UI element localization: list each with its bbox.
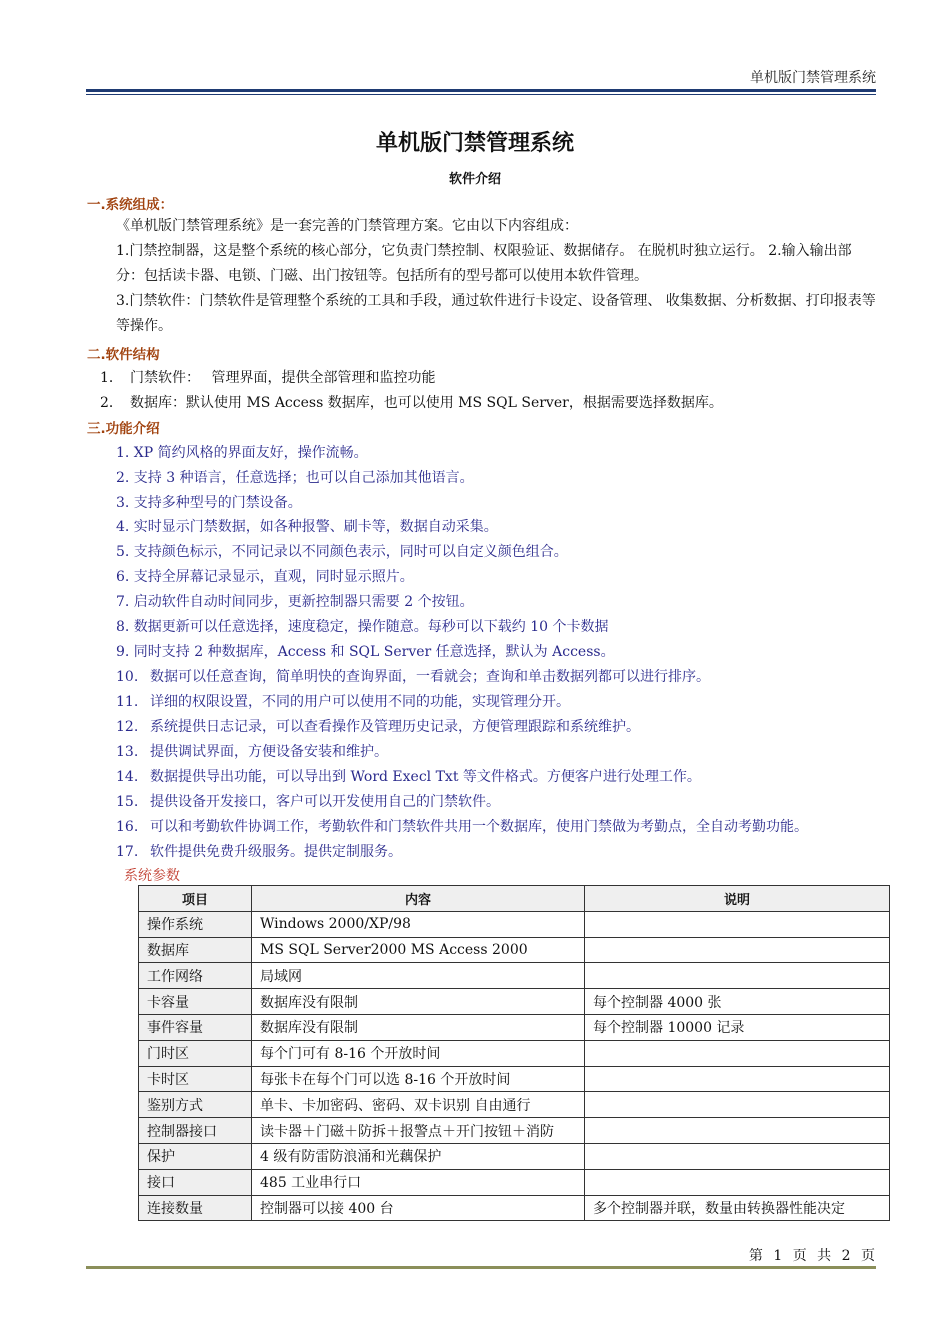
table-row <box>139 963 890 989</box>
structure-item <box>100 392 723 412</box>
table-row <box>139 1066 890 1092</box>
page-number: 第 1 页 共 2 页 <box>748 1248 876 1264</box>
feature-item-number: 14. <box>116 769 139 785</box>
param-item-cell: 控制器接口 <box>139 1118 252 1144</box>
feature-item <box>116 766 701 786</box>
param-note-cell <box>585 1118 890 1144</box>
param-note-cell: 每个控制器 4000 张 <box>585 989 890 1015</box>
feature-item-text: 提供设备开发接口，客户可以开发使用自己的门禁软件。 <box>150 794 500 810</box>
feature-item-text: 9. 同时支持 2 种数据库，Access 和 SQL Server 任意选择，默认为 Access。 <box>116 644 615 660</box>
feature-item <box>116 442 368 462</box>
param-content-cell: Windows 2000/XP/98 <box>252 911 585 937</box>
param-note-cell: 每个控制器 10000 记录 <box>585 1014 890 1040</box>
feature-item <box>116 492 302 512</box>
feature-item <box>116 516 498 536</box>
feature-item <box>116 467 474 487</box>
param-item-cell: 门时区 <box>139 1040 252 1066</box>
param-note-cell <box>585 963 890 989</box>
param-note-cell <box>585 1169 890 1195</box>
param-item-cell: 数据库 <box>139 937 252 963</box>
feature-item-text: 4. 实时显示门禁数据，如各种报警、刷卡等，数据自动采集。 <box>116 519 498 535</box>
table-row <box>139 1040 890 1066</box>
composition-item-3: 3.门禁软件：门禁软件是管理整个系统的工具和手段，通过软件进行卡设定、设备管理、 收集数据、分析数据、打印报表等等操作。 <box>116 293 876 334</box>
feature-item-number: 11. <box>116 694 139 710</box>
feature-item <box>116 716 640 736</box>
params-table-body <box>139 911 890 1221</box>
table-row <box>139 1092 890 1118</box>
param-item-cell: 操作系统 <box>139 911 252 937</box>
param-item-cell: 卡容量 <box>139 989 252 1015</box>
table-row <box>139 937 890 963</box>
feature-item-text: 8. 数据更新可以任意选择，速度稳定，操作随意。每秒可以下载约 10 个卡数据 <box>116 619 609 635</box>
param-item-cell: 事件容量 <box>139 1014 252 1040</box>
table-row <box>139 989 890 1015</box>
structure-item-text: 数据库：默认使用 MS Access 数据库，也可以使用 MS SQL Server，根据需要选择数据库。 <box>130 395 723 411</box>
param-content-cell: 数据库没有限制 <box>252 989 585 1015</box>
structure-item-text: 门禁软件： 管理界面，提供全部管理和监控功能 <box>130 370 436 386</box>
page-title: 单机版门禁管理系统 <box>375 131 574 156</box>
param-item-cell: 保护 <box>139 1143 252 1169</box>
feature-item <box>116 841 402 861</box>
feature-item <box>116 641 615 661</box>
param-note-cell <box>585 937 890 963</box>
feature-item-text: 数据可以任意查询，简单明快的查询界面，一看就会；查询和单击数据列都可以进行排序。 <box>150 669 710 685</box>
feature-item <box>116 566 414 586</box>
feature-item <box>116 791 500 811</box>
param-note-cell: 多个控制器并联，数量由转换器性能决定 <box>585 1195 890 1221</box>
feature-item-number: 15. <box>116 794 139 810</box>
header-rule-thin <box>86 94 876 95</box>
feature-item-text: 1. XP 简约风格的界面友好，操作流畅。 <box>116 445 368 461</box>
param-content-cell: 局域网 <box>252 963 585 989</box>
feature-item-text: 软件提供免费升级服务。提供定制服务。 <box>150 844 402 860</box>
feature-item <box>116 616 609 636</box>
params-header-content: 内容 <box>252 886 585 912</box>
feature-item <box>116 666 710 686</box>
feature-item-number: 16. <box>116 819 139 835</box>
feature-item-text: 6. 支持全屏幕记录显示，直观，同时显示照片。 <box>116 569 414 585</box>
table-row <box>139 1143 890 1169</box>
feature-item-text: 详细的权限设置，不同的用户可以使用不同的功能，实现管理分开。 <box>150 694 570 710</box>
feature-item-text: 3. 支持多种型号的门禁设备。 <box>116 495 302 511</box>
param-note-cell <box>585 1040 890 1066</box>
composition-intro: 《单机版门禁管理系统》是一套完善的门禁管理方案。它由以下内容组成： <box>116 218 578 234</box>
feature-item-number: 17. <box>116 844 139 860</box>
footer-rule <box>86 1266 876 1269</box>
param-content-cell: 读卡器＋门磁＋防拆＋报警点＋开门按钮＋消防 <box>252 1118 585 1144</box>
section-heading-structure: 二.软件结构 <box>87 347 160 363</box>
running-header: 单机版门禁管理系统 <box>750 70 876 86</box>
table-row <box>139 911 890 937</box>
feature-item <box>116 541 568 561</box>
param-note-cell <box>585 1066 890 1092</box>
section-heading-composition: 一.系统组成： <box>87 197 174 213</box>
table-row <box>139 1195 890 1221</box>
feature-item-text: 可以和考勤软件协调工作，考勤软件和门禁软件共用一个数据库，使用门禁做为考勤点，全自动考勤功能。 <box>150 819 808 835</box>
table-row <box>139 1014 890 1040</box>
param-content-cell: 485 工业串行口 <box>252 1169 585 1195</box>
param-content-cell: 控制器可以接 400 台 <box>252 1195 585 1221</box>
table-row <box>139 1169 890 1195</box>
param-content-cell: 单卡、卡加密码、密码、双卡识别 自由通行 <box>252 1092 585 1118</box>
structure-item <box>100 367 435 387</box>
param-content-cell: 每个门可有 8-16 个开放时间 <box>252 1040 585 1066</box>
feature-item <box>116 816 808 836</box>
param-item-cell: 卡时区 <box>139 1066 252 1092</box>
feature-item-text: 5. 支持颜色标示，不同记录以不同颜色表示，同时可以自定义颜色组合。 <box>116 544 568 560</box>
structure-item-number: 1． <box>100 370 123 386</box>
feature-item <box>116 691 570 711</box>
structure-item-number: 2． <box>100 395 123 411</box>
feature-item-text: 提供调试界面，方便设备安装和维护。 <box>150 744 388 760</box>
page-subtitle: 软件介绍 <box>448 172 501 187</box>
feature-item-text: 数据提供导出功能，可以导出到 Word Execl Txt 等文件格式。方便客户进行处理工作。 <box>150 769 701 785</box>
params-header-note: 说明 <box>585 886 890 912</box>
feature-item-text: 2. 支持 3 种语言，任意选择；也可以自己添加其他语言。 <box>116 470 474 486</box>
composition-item-1: 1.门禁控制器，这是整个系统的核心部分，它负责门禁控制、权限验证、数据储存。 在脱机时独立运行。 2.输入输出部分：包括读卡器、电锁、门磁、出门按钮等。包括所有的型号都可以使用本软件管理。 <box>116 243 852 284</box>
feature-item-number: 10. <box>116 669 139 685</box>
param-content-cell: 每张卡在每个门可以选 8-16 个开放时间 <box>252 1066 585 1092</box>
params-table <box>138 885 890 1221</box>
param-content-cell: MS SQL Server2000 MS Access 2000 <box>252 937 585 963</box>
params-title: 系统参数 <box>124 868 180 884</box>
feature-item-text: 系统提供日志记录，可以查看操作及管理历史记录，方便管理跟踪和系统维护。 <box>150 719 640 735</box>
param-item-cell: 连接数量 <box>139 1195 252 1221</box>
param-note-cell <box>585 1092 890 1118</box>
param-note-cell <box>585 911 890 937</box>
param-item-cell: 工作网络 <box>139 963 252 989</box>
feature-item <box>116 591 474 611</box>
feature-item-number: 12. <box>116 719 139 735</box>
feature-item-text: 7. 启动软件自动时间同步，更新控制器只需要 2 个按钮。 <box>116 594 474 610</box>
param-item-cell: 接口 <box>139 1169 252 1195</box>
params-header-item: 项目 <box>139 886 252 912</box>
params-header-row <box>139 886 890 912</box>
param-item-cell: 鉴别方式 <box>139 1092 252 1118</box>
feature-item <box>116 741 388 761</box>
header-rule <box>86 89 876 92</box>
param-content-cell: 4 级有防雷防浪涌和光藕保护 <box>252 1143 585 1169</box>
table-row <box>139 1118 890 1144</box>
feature-item-number: 13. <box>116 744 139 760</box>
param-content-cell: 数据库没有限制 <box>252 1014 585 1040</box>
param-note-cell <box>585 1143 890 1169</box>
section-heading-features: 三.功能介绍 <box>87 421 160 437</box>
